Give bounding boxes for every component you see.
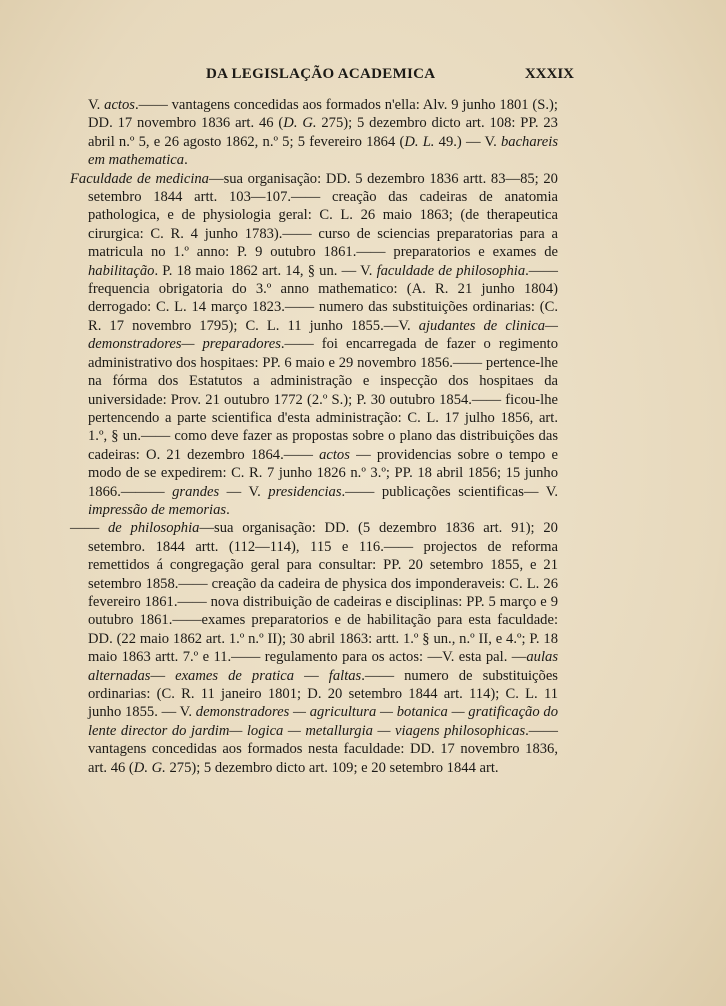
text-run: V. xyxy=(88,97,105,113)
text-run: . xyxy=(226,501,230,518)
italic-text: faltas xyxy=(328,667,362,684)
italic-text: presidencias xyxy=(268,483,342,500)
italic-text: actos xyxy=(319,446,350,463)
text-run: .—— frequencia obrigatoria do 3.º anno mathematico: (A. R. 21 junho 1804) derrogado: C. L. 14 março 1823.—— numero das substituições ordinarias: (C. R. 17 novembro 1795); C. L. 11 junho 1855.—V. xyxy=(88,262,558,334)
continued-entry xyxy=(70,96,558,170)
text-run: — xyxy=(150,667,176,684)
index-subentry xyxy=(70,519,558,777)
italic-text: aulas alternadas xyxy=(88,649,558,684)
italic-text: habilitação xyxy=(88,262,155,279)
text-run: .—— publicações scientificas— V. xyxy=(341,483,558,500)
text-run: . P. 18 maio 1862 art. 14, § un. — V. xyxy=(154,262,377,279)
text-run: —sua organisação: DD. (5 dezembro 1836 art. 91); 20 setembro. 1844 artt. (112—114), 115 e 116.—— projectos de reforma remettidos á congregação geral para consultar: PP. 20 setembro 1855, e 21 setembro 1858.—— creação da cadeira de physica dos imponderaveis: C. L. 26 fevereiro 1861.—— nova distribuição de cadeiras e disciplinas: PP. 5 março e 9 outubro 1861.——exames preparatorios e de habilitação para esta faculdade: DD. (22 maio 1862 art. 1.º n.º II); 30 abril 1863: artt. 1.º § un., n.º II, e 4.º; P. 18 maio 1863 artt. 7.º e 11.—— regulamento para os actos: —V. esta pal. — xyxy=(88,520,558,666)
italic-text: exames de pratica xyxy=(175,667,295,684)
italic-text: demonstradores — agricultura — botanica — gratificação do lente director do jardim— logica — metallurgia — viagens philosophicas xyxy=(88,704,558,739)
text-run: .—— vantagens concedidas aos formados n'ella: Alv. 9 junho 1801 (S.); DD. 17 novembro 1836 art. 46 ( xyxy=(88,97,558,132)
italic-text: bachareis em mathematica xyxy=(88,133,558,169)
text-run: 275); 5 dezembro dicto art. 108: PP. 23 abril n.º 5, e 26 agosto 1862, n.º 5; 5 fevereiro 1864 ( xyxy=(88,115,558,150)
text-run: .—— numero de substituições ordinarias: (C. R. 11 janeiro 1801; D. 20 setembro 1844 art. 114); C. L. 11 junho 1855. — V. xyxy=(88,667,558,721)
italic-text: grandes xyxy=(172,483,220,500)
text-run: . xyxy=(184,152,188,169)
text-run: —sua organisação: DD. 5 dezembro 1836 artt. 83—85; 20 setembro 1844 artt. 103—107.—— creação das cadeiras de anatomia pathologica, e de physiologia geral: C. L. 26 maio 1863; (de therapeutica cirurgica: C. R. 4 junho 1783).—— curso de sciencias preparatorias para a matricula no 1.º anno: P. 9 outubro 1861.—— preparatorios e exames de xyxy=(88,170,558,261)
text-run: —— xyxy=(70,520,108,537)
italic-text: Faculdade de medicina xyxy=(70,170,209,187)
italic-text: impressão de memorias xyxy=(88,501,227,518)
running-title: DA LEGISLAÇÃO ACADEMICA xyxy=(206,66,436,82)
text-run: .—— vantagens concedidas aos formados nesta faculdade: DD. 17 novembro 1836, art. 46 ( xyxy=(88,722,558,776)
italic-text: D. G. xyxy=(133,759,166,776)
text-run: — xyxy=(294,667,329,684)
italic-text: D. L. xyxy=(404,133,435,150)
text-run: .—— foi encarregada de fazer o regimento administrativo dos hospitaes: PP. 6 maio e 29 novembro 1856.—— pertence-lhe na fórma dos Estatutos a administração e inspecção dos hospitaes da universidade: Prov. 21 outubro 1772 (2.º S.); P. 30 outubro 1854.—— ficou-lhe pertencendo a parte scientifica d'esta administração: C. L. 17 julho 1856, art. 1.º, § un.—— como deve fazer as propostas sobre o plano das distribuições das cadeiras: O. 21 dezembro 1864.—— xyxy=(88,336,558,463)
text-run: — V. xyxy=(219,483,269,500)
italic-text: de philosophia xyxy=(107,520,200,537)
italic-text: D. G. xyxy=(283,115,317,132)
page-number: XXXIX xyxy=(524,66,574,82)
text-run: — providencias sobre o tempo e modo de se expedirem: C. R. 7 junho 1826 n.º 3.º; PP. 18 abril 1856; 15 junho 1866.——— xyxy=(88,446,558,500)
italic-text: faculdade de philosophia xyxy=(376,262,526,279)
page-body xyxy=(70,96,558,777)
italic-text: actos xyxy=(104,97,135,113)
italic-text: ajudantes de clinica—demonstradores— preparadores xyxy=(88,317,559,353)
page-header xyxy=(70,66,574,90)
text-run: 49.) — V. xyxy=(434,133,501,150)
index-entry xyxy=(70,170,558,520)
text-run: 275); 5 dezembro dicto art. 109; e 20 setembro 1844 art. xyxy=(165,759,499,776)
